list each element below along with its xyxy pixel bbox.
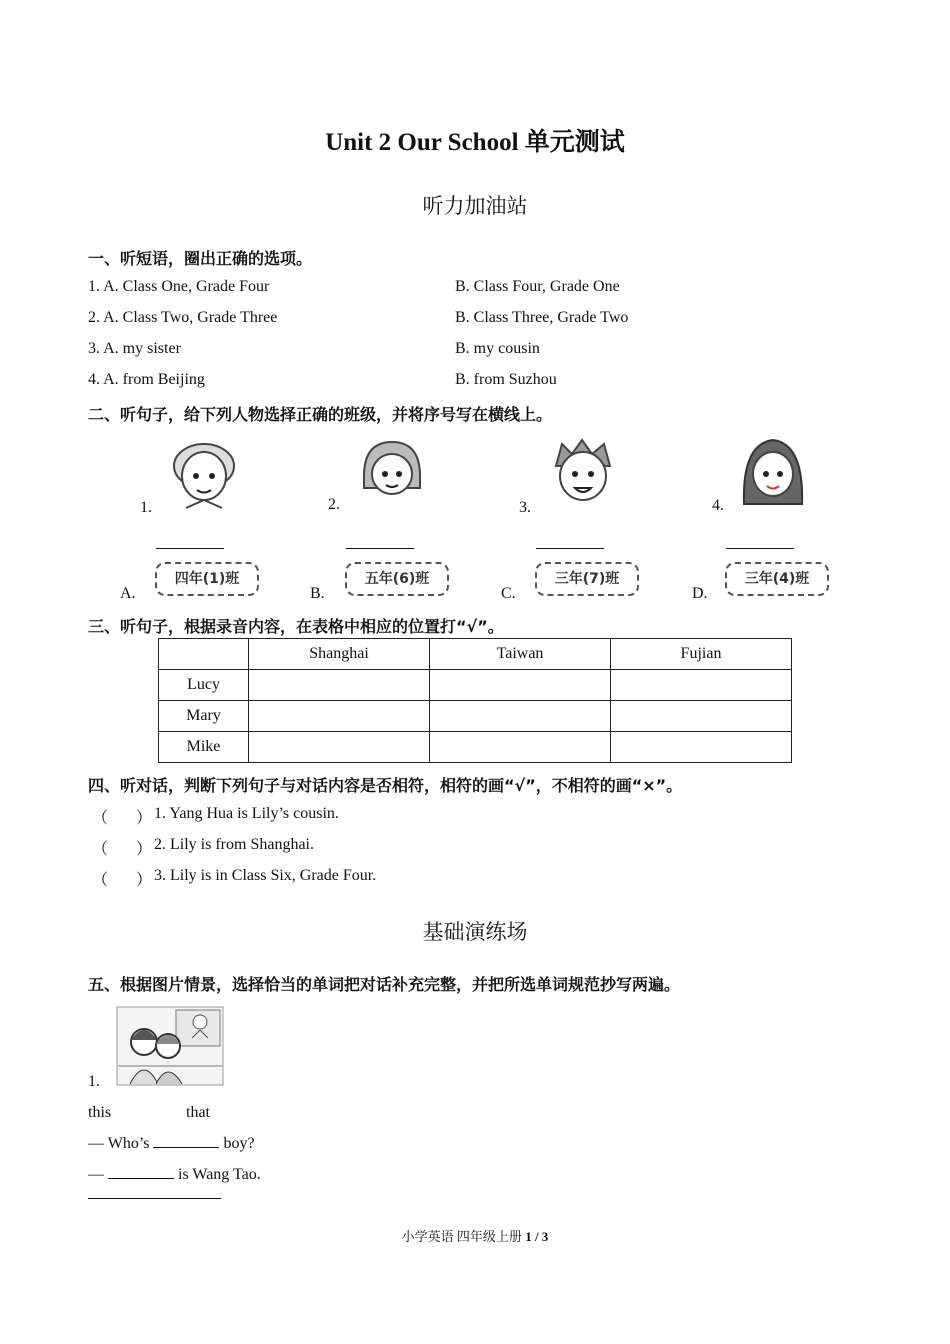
table-header-row <box>159 639 792 670</box>
page-footer <box>0 1226 950 1245</box>
check-cell[interactable] <box>249 670 430 701</box>
footer-text: 小学英语 四年级上册 <box>401 1229 522 1244</box>
q4-paren-open-2[interactable]: （ <box>92 841 109 858</box>
q2-number-1: 1. <box>140 499 152 516</box>
q4-paren-close-2: ） <box>136 841 153 858</box>
q1-item-2-b: B. Class Three, Grade Two <box>455 309 629 326</box>
check-cell[interactable] <box>249 732 430 763</box>
q2-option-a-letter: A. <box>120 585 136 602</box>
q2-option-c-letter: C. <box>501 585 516 602</box>
q1-item-4-b: B. from Suzhou <box>455 371 557 388</box>
check-cell[interactable] <box>611 732 792 763</box>
q2-answer-blank-2[interactable] <box>346 548 414 549</box>
q4-paren-close-3: ） <box>136 872 153 889</box>
q3-table <box>158 638 792 763</box>
table-row <box>159 670 792 701</box>
q5-line1-blank[interactable] <box>153 1147 219 1148</box>
q1-item-4-a: 4. A. from Beijing <box>88 371 205 388</box>
q5-line2-blank[interactable] <box>108 1178 174 1179</box>
q5-line1-suffix: boy? <box>223 1135 255 1152</box>
q2-heading: 二、听句子，给下列人物选择正确的班级，并将序号写在横线上。 <box>88 405 553 424</box>
q2-number-3: 3. <box>519 499 531 516</box>
q5-line1-prefix: — Who’s <box>88 1135 150 1152</box>
q2-number-4: 4. <box>712 497 724 514</box>
page-number: 1 / 3 <box>525 1229 549 1244</box>
part1-title: 听力加油站 <box>422 194 528 218</box>
check-cell[interactable] <box>430 701 611 732</box>
q4-paren-close-1: ） <box>136 810 153 827</box>
q1-item-3-a: 3. A. my sister <box>88 340 181 357</box>
q5-word-option-1: this <box>88 1104 112 1121</box>
check-cell[interactable] <box>430 732 611 763</box>
page-title: Unit 2 Our School 单元测试 <box>325 129 625 156</box>
q4-item-2: 2. Lily is from Shanghai. <box>154 836 314 853</box>
q2-answer-blank-3[interactable] <box>536 548 604 549</box>
q1-item-1-b: B. Class Four, Grade One <box>455 278 620 295</box>
row-label: Lucy <box>159 670 249 701</box>
q5-line2-prefix: — <box>88 1166 104 1183</box>
table-row <box>159 732 792 763</box>
check-cell[interactable] <box>611 670 792 701</box>
table-header-cell: Fujian <box>611 639 792 670</box>
table-header-cell: Taiwan <box>430 639 611 670</box>
row-label: Mary <box>159 701 249 732</box>
q4-item-3: 3. Lily is in Class Six, Grade Four. <box>154 867 377 884</box>
q2-option-d-letter: D. <box>692 585 708 602</box>
classroom-scene-image <box>116 1006 224 1086</box>
q3-heading: 三、听句子，根据录音内容，在表格中相应的位置打“√”。 <box>88 617 504 636</box>
q1-heading: 一、听短语，圈出正确的选项。 <box>88 249 313 268</box>
q2-option-b-badge: 五年(6)班 <box>345 562 449 596</box>
q4-paren-open-3[interactable]: （ <box>92 872 109 889</box>
q5-dialog-line-2 <box>88 1166 261 1184</box>
q4-item-1: 1. Yang Hua is Lily’s cousin. <box>154 805 339 822</box>
boy-spiky-face-image <box>548 436 618 510</box>
girl-long-hair-face-image <box>740 436 806 510</box>
q1-item-1-a: 1. A. Class One, Grade Four <box>88 278 270 295</box>
q1-item-2-a: 2. A. Class Two, Grade Three <box>88 309 278 326</box>
q2-number-2: 2. <box>328 496 340 513</box>
check-cell[interactable] <box>249 701 430 732</box>
q2-option-c-badge: 三年(7)班 <box>535 562 639 596</box>
part2-title: 基础演练场 <box>422 920 528 944</box>
check-cell[interactable] <box>430 670 611 701</box>
q4-heading: 四、听对话，判断下列句子与对话内容是否相符，相符的画“√”，不相符的画“×”。 <box>88 776 683 795</box>
q5-word-option-2: that <box>186 1104 210 1121</box>
q1-item-3-b: B. my cousin <box>455 340 540 357</box>
q5-number: 1. <box>88 1073 100 1090</box>
q2-answer-blank-4[interactable] <box>726 548 794 549</box>
q2-option-a-badge: 四年(1)班 <box>155 562 259 596</box>
table-row <box>159 701 792 732</box>
q4-paren-open-1[interactable]: （ <box>92 810 109 827</box>
table-header-cell <box>159 639 249 670</box>
girl-bob-face-image <box>358 440 426 500</box>
q2-option-b-letter: B. <box>310 585 325 602</box>
q5-line2-suffix: is Wang Tao. <box>178 1166 261 1183</box>
q5-copy-blank[interactable] <box>88 1198 221 1199</box>
boy-curly-face-image <box>168 436 240 512</box>
q5-heading: 五、根据图片情景，选择恰当的单词把对话补充完整，并把所选单词规范抄写两遍。 <box>88 975 681 994</box>
check-cell[interactable] <box>611 701 792 732</box>
q2-option-d-badge: 三年(4)班 <box>725 562 829 596</box>
table-header-cell: Shanghai <box>249 639 430 670</box>
row-label: Mike <box>159 732 249 763</box>
q5-dialog-line-1 <box>88 1135 255 1153</box>
q2-answer-blank-1[interactable] <box>156 548 224 549</box>
